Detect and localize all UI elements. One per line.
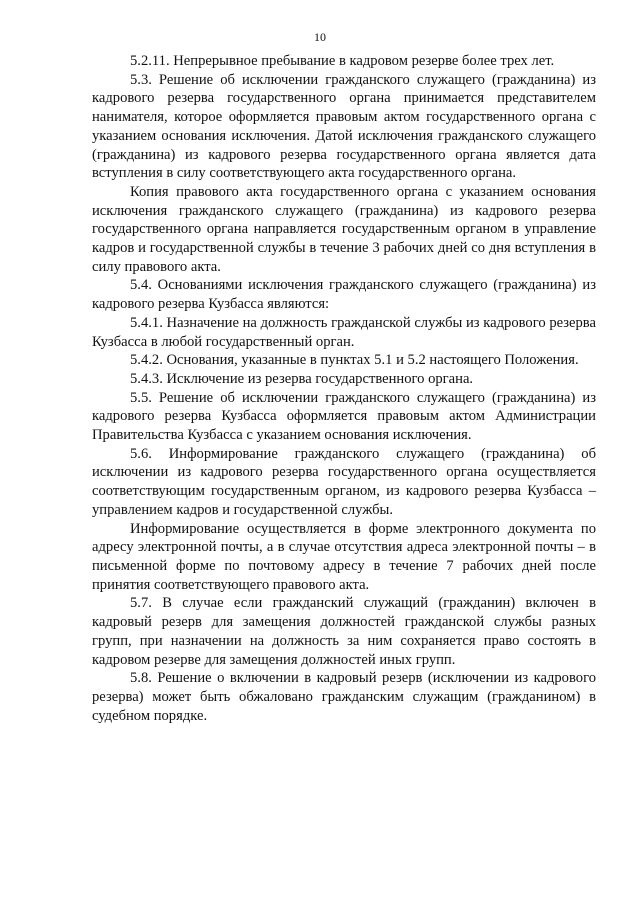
paragraph-5-5: 5.5. Решение об исключении гражданского служащего (гражданина) из кадрового резерва Кузбасса оформляется правовым актом Администрации Правительства Кузбасса с указанием основания исключения. [92, 389, 596, 444]
paragraph-5-6: 5.6. Информирование гражданского служащего (гражданина) об исключении из кадрового резерва государственного органа осуществляется соответствующим государственным органом, из кадрового резерва Кузбасса – управлением кадров и государственной службы. [92, 445, 596, 518]
document-body [92, 52, 596, 725]
paragraph-5-4-1: 5.4.1. Назначение на должность гражданской службы из кадрового резерва Кузбасса в любой государственный орган. [92, 314, 596, 350]
paragraph-5-3-copy: Копия правового акта государственного органа с указанием основания исключения гражданского служащего (гражданина) из кадрового резерва государственного органа направляется государственным органом в управление кадров и государственной службы в течение 3 рабочих дней со дня вступления в силу правового акта. [92, 183, 596, 275]
paragraph-5-4: 5.4. Основаниями исключения гражданского служащего (гражданина) из кадрового резерва Кузбасса являются: [92, 277, 596, 313]
paragraph-5-8: 5.8. Решение о включении в кадровый резерв (исключении из кадрового резерва) может быть обжаловано гражданским служащим (гражданином) в судебном порядке. [92, 670, 596, 724]
paragraph-5-3: 5.3. Решение об исключении гражданского служащего (гражданина) из кадрового резерва государственного органа принимается представителем нанимателя, которое оформляется правовым актом государственного органа с указанием основания исключения. Датой исключения гражданского служащего (гражданина) из кадрового резерва государственного органа является дата вступления в силу соответствующего акта государственного органа. [92, 71, 596, 182]
page-number: 10 [314, 30, 326, 44]
paragraph-5-4-2: 5.4.2. Основания, указанные в пунктах 5.1 и 5.2 настоящего Положения. [130, 352, 579, 369]
paragraph-5-6-informing: Информирование осуществляется в форме электронного документа по адресу электронной почты, а в случае отсутствия адреса электронной почты – в письменной форме по почтовому адресу в течение 7 рабочих дней после принятия соответствующего правового акта. [92, 520, 596, 593]
paragraph-5-2-11: 5.2.11. Непрерывное пребывание в кадровом резерве более трех лет. [130, 53, 555, 69]
paragraph-5-4-3: 5.4.3. Исключение из резерва государственного органа. [130, 370, 474, 387]
paragraph-5-7: 5.7. В случае если гражданский служащий (гражданин) включен в кадровый резерв для замещения должностей гражданской службы разных групп, при назначении на должность за ним сохраняется право состоять в кадровом резерве для замещения должностей иных групп. [92, 595, 596, 668]
